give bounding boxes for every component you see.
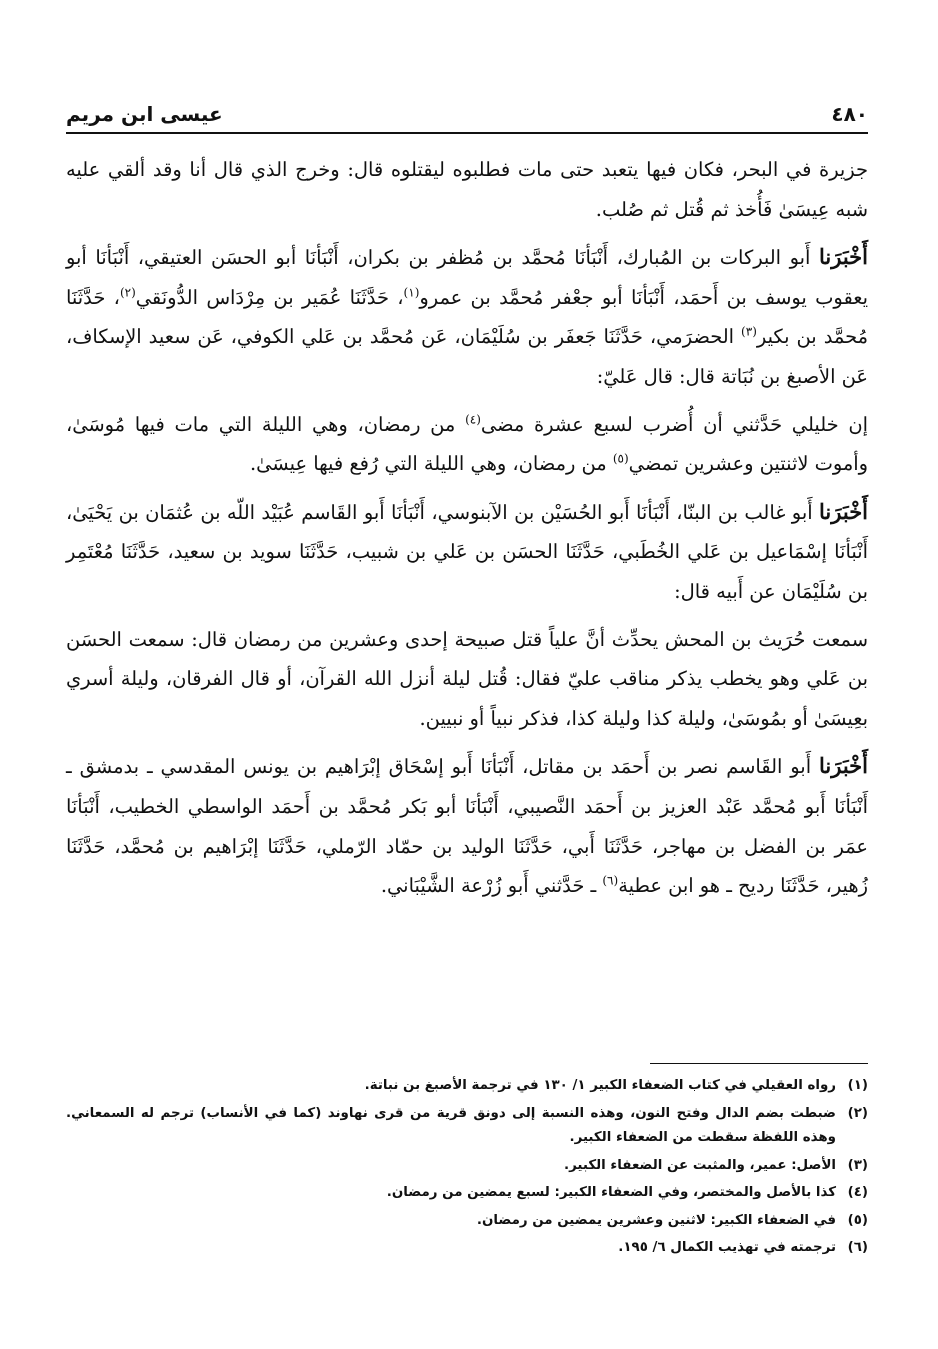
footnote-text: في الضعفاء الكبير: لاثنين وعشرين يمضين من رمضان. — [476, 1212, 836, 1228]
main-text — [66, 150, 868, 914]
footnote-ref-3[interactable]: (٣) — [741, 324, 757, 339]
footnote-item — [66, 1236, 868, 1261]
footnote-number: (٤) — [847, 1185, 868, 1200]
page-number: ٤٨٠ — [831, 102, 868, 126]
running-header — [66, 92, 868, 126]
isnad-text: أَبو القَاسم نصر بن أَحمَد بن مقاتل، أَنْبَأنَا أَبو إسْحَاق إبْرَاهيم بن يونس المقدسي ـ بدمشق ـ أَنْبَأنَا أَبو مُحمَّد عَبْد العزيز بن أَحمَد النَّصيبي، أَنْبَأنَا أبو بَكر مُحمَّد بن أَحمَد الواسطي الخطيب، أَنْبَأنَا عمَر بن الفضل بن مهاجر، حَدَّثَنَا أَبي، حَدَّثَنَا الوليد بن حمّاد الرّملي، حَدَّثَنَا إبْرَاهيم بن مُحمَّد، حَدَّثَنَا زُهير، حَدَّثَنَا رديح ـ هو ابن عطية — [66, 755, 868, 898]
paragraph-1 — [66, 150, 868, 229]
footnote-item — [66, 1209, 868, 1234]
footnote-number: (١) — [847, 1078, 868, 1093]
akhbarana-keyword: أَخْبَرَنا — [819, 498, 869, 524]
footnote-ref-5[interactable]: (٥) — [612, 451, 629, 466]
akhbarana-keyword: أَخْبَرَنا — [819, 753, 868, 779]
isnad-text: أَبو البركات بن المُبارك، أَنْبَأنَا مُحمَّد بن مُظفر بن بكران، أَنْبَأنَا أبو الحسَن العتيقي، أَنْبَأنَا أبو يعقوب يوسف بن أَحمَد، أَنْبَأنَا أبو جعْفر مُحمَّد بن عمرو — [66, 246, 869, 309]
isnad-text: ، حَدَّثَنَا مُحمَّد بن بكير — [66, 285, 869, 349]
isnad-text: ـ حَدَّثني أَبو زُرْعة الشَّيْبَاني. — [380, 874, 603, 898]
isnad-text: أَبو غالب بن البنّا، أَنْبَأنَا أَبو الحُسَيْن بن الآبنوسي، أَنْبَأنَا أَبو القَاسم عُبَيْد اللّه بن عُثمَان بن يَحْيَىٰ، أَنْبَأنَا إسْمَاعيل بن عَلي الخُطَبي، حَدَّثَنَا الحسَن بن عَلي بن شبيب، حَدَّثَنَا سويد بن سعيد، حَدَّثَنَا مُعْتَمِر بن سُلَيْمَان عن أَبيه قال: — [66, 500, 868, 603]
paragraph-1-text: جزيرة في البحر، فكان فيها يتعبد حتى مات فطلبوه ليقتلوه قال: وخرج الذي قال أنا وقد ألقي عليه شبه عِيسَىٰ فَأُخذ ثم قُتل ثم صُلب. — [66, 158, 868, 221]
footnotes — [66, 1074, 868, 1264]
paragraph-4 — [66, 492, 868, 612]
footnote-item — [66, 1102, 868, 1151]
akhbarana-keyword: أَخْبَرَنا — [819, 244, 868, 270]
footnote-item — [66, 1154, 868, 1179]
footnote-text: ضبطت بضم الدال وفتح النون، وهذه النسبة إلى دونق قرية من قرى نهاوند (كما في الأنساب) ترجم له السمعاني. وهذه اللفظة سقطت من الضعفاء الكبير. — [66, 1105, 836, 1145]
footnote-ref-2[interactable]: (٢) — [119, 285, 136, 300]
paragraph-6 — [66, 746, 868, 905]
footnote-ref-4[interactable]: (٤) — [465, 412, 481, 427]
matn-text: من رمضان، وهي الليلة التي رُفع فيها عِيسَىٰ. — [249, 452, 613, 476]
footnote-text: ترجمته في تهذيب الكمال ٦/ ١٩٥. — [618, 1240, 836, 1255]
footnote-separator — [650, 1063, 868, 1064]
footnote-number: (٥) — [847, 1212, 868, 1228]
footnote-ref-1[interactable]: (١) — [403, 285, 420, 300]
paragraph-5 — [66, 620, 868, 739]
paragraph-3 — [66, 405, 868, 484]
footnote-item — [66, 1074, 868, 1099]
running-title: عيسى ابن مريم — [66, 102, 223, 126]
matn-text: من رمضان، وهي الليلة التي مات فيها مُوسَىٰ، وأموت لاثنتين وعشرين تمضي — [66, 412, 868, 476]
paragraph-2 — [66, 237, 868, 396]
isnad-text: الحضرَمي، حَدَّثَنَا جَعفَر بن سُلَيْمَان، عَن مُحمَّد بن عَلي الكوفي، عَن سعيد الإسكاف، عَن الأصبغ بن نُبَاتة قال: قال عَليّ: — [66, 325, 868, 388]
isnad-text: ، حَدَّثَنَا عُمَير بن مِرْدَاس الدُّونَقي — [135, 285, 404, 309]
matn-text: سمعت حُرَيث بن المحش يحدِّث أنَّ علياً قتل صبيحة إحدى وعشرين من رمضان قال: سمعت الحسَن بن عَلي وهو يخطب يذكر مناقب عليّ فقال: قُتل ليلة أنزل الله القرآن، أو قال الفرقان، وليلة أسري بعِيسَىٰ أو بمُوسَىٰ، وليلة كذا وليلة كذا، فذكر نبياً أو نبيين. — [66, 627, 868, 730]
footnote-number: (٢) — [847, 1105, 868, 1121]
footnote-text: كذا بالأصل والمختصر، وفي الضعفاء الكبير: لسبع يمضين من رمضان. — [386, 1185, 836, 1200]
matn-text: إن خليلي حَدَّثني أن أُضرب لسبع عشرة مضى — [480, 412, 868, 436]
footnote-item — [66, 1181, 868, 1206]
footnote-text: الأصل: عمير، والمثبت عن الضعفاء الكبير. — [564, 1157, 836, 1173]
footnote-number: (٦) — [847, 1240, 868, 1255]
header-rule — [66, 132, 868, 134]
footnote-ref-6[interactable]: (٦) — [602, 873, 619, 888]
footnote-text: رواه العقيلي في كتاب الضعفاء الكبير ١/ ١٣٠ في ترجمة الأصبغ بن نباتة. — [364, 1078, 836, 1093]
footnote-number: (٣) — [847, 1157, 868, 1173]
